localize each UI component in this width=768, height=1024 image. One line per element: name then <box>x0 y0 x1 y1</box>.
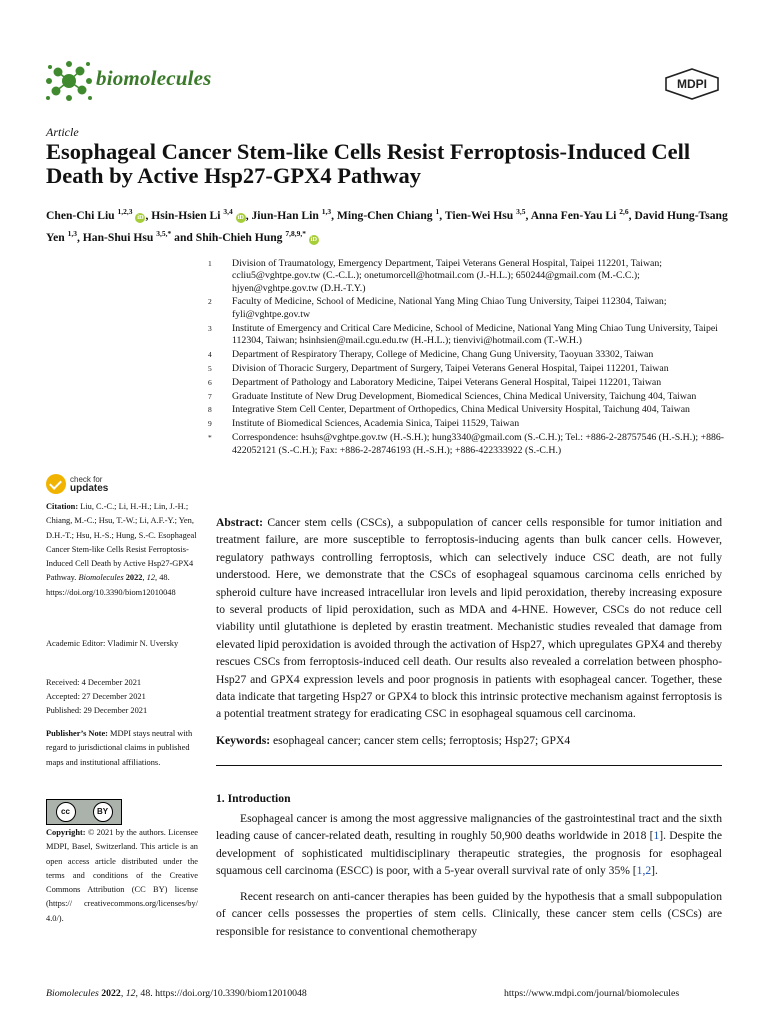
affiliation-text: Division of Traumatology, Emergency Department, Taipei Veterans General Hospital, Taipei 112201, Taiwan; ccliu5@vghtpe.gov.tw (C.-C.L.); onetumorcell@hotmail.com (J.-H.L.); 650244@gmail.com (M.-C.C.); hjyen@vghtpe.gov.tw (D.H.-T.Y.) <box>232 258 663 294</box>
cc-icon: cc <box>56 802 76 822</box>
affiliation-item <box>208 296 728 321</box>
citation-volume: 12 <box>146 573 156 583</box>
author-affiliation-sup: 1,2,3 <box>117 207 133 216</box>
mdpi-logo-icon <box>664 68 720 100</box>
affiliation-text: Correspondence: hsuhs@vghtpe.gov.tw (H.-S.H.); hung3340@gmail.com (S.-C.H.); Tel.: +886-2-28757546 (H.-S.H.); +886-422052121 (S.-C.H.); Fax: +886-2-28746193 (H.-S.H.); +886-422333922 (S.-C.H.) <box>232 432 725 456</box>
affiliation-text: Department of Pathology and Laboratory Medicine, Taipei Veterans General Hospital, Taipei 112201, Taiwan <box>232 376 662 388</box>
copyright-text: © 2021 by the authors. Licensee MDPI, Basel, Switzerland. This article is an open access article distributed under the terms and conditions of the Creative Commons Attribution (CC BY) license (https:// creativecommons.org/licenses/by/ 4.0/). <box>46 828 198 923</box>
copyright-label: Copyright: <box>46 828 86 837</box>
page-title: Esophageal Cancer Stem-like Cells Resist Ferroptosis-Induced Cell Death by Active Hsp27-GPX4 Pathway <box>46 139 691 188</box>
affiliation-item <box>208 349 728 361</box>
author-name[interactable]: Shih-Chieh Hung <box>195 230 283 244</box>
footer-journal-url[interactable]: https://www.mdpi.com/journal/biomolecules <box>504 988 680 999</box>
affiliation-text: Institute of Emergency and Critical Care Medicine, School of Medicine, National Yang Ming Chiao Tung University, Taipei 112304, Taiwan; hsinhsien@mail.cgu.edu.tw (H.-H.L.); tienvivi@hotmail.com (T.-W.H.) <box>232 322 718 346</box>
affiliation-text: Graduate Institute of New Drug Development, Biomedical Sciences, China Medical University, Taichung 404, Taiwan <box>232 390 697 402</box>
author-name[interactable]: Tien-Wei Hsu <box>444 208 514 222</box>
author-affiliation-sup: 7,8,9,* <box>285 228 306 238</box>
affiliation-text: Faculty of Medicine, School of Medicine, National Yang Ming Chiao Tung University, Taipei 112304, Taiwan; fyli@vghtpe.gov.tw <box>232 296 667 320</box>
affiliation-item <box>208 404 728 416</box>
affiliation-list <box>208 258 728 458</box>
reference-link[interactable]: 1 <box>653 829 660 843</box>
orcid-icon[interactable]: iD <box>310 235 318 243</box>
author-name[interactable]: David Hung-Tsang Yen <box>46 208 728 244</box>
intro-paragraph-1: Esophageal cancer is among the most aggressive malignancies of the gastrointestinal tract and the sixth leading cause of cancer-related death, resulting in roughly 50,900 deaths worldwide in 2018 [1]. Despite the development of sophisticated multidisciplinary therapeutic strategies, the prognosis for esophageal squamous cell carcinoma (ESCC) is poor, with a 5-year overall survival rate of only 35% [1,2]. <box>216 812 723 878</box>
citation-text: Liu, C.-C.; Li, H.-H.; Lin, J.-H.; Chiang, M.-C.; Hsu, T.-W.; Li, A.F.-Y.; Yen, D.H.-T.; Hsu, H.-S.; Hung, S.-C. Esophageal Cancer Stem-like Cells Resist Ferroptosis-Induced Cell Death by Active Hsp27-GPX4 Pathway. <box>46 502 197 583</box>
affiliation-text: Institute of Biomedical Sciences, Academia Sinica, Taipei 11529, Taiwan <box>232 418 520 430</box>
affiliation-number: 6 <box>208 377 212 387</box>
section-heading-introduction: 1. Introduction <box>216 792 291 805</box>
citation-block: Citation: Liu, C.-C.; Li, H.-H.; Lin, J.-H.; Chiang, M.-C.; Hsu, T.-W.; Li, A.F.-Y.; Yen, D.H.-T.; Hsu, H.-S.; Hung, S.-C. Esophageal Cancer Stem-like Cells Resist Ferroptosis-Induced Cell Death by Active Hsp27-GPX4 Pathway. Biomolecules 2022, 12, 48. https://doi.org/10.3390/biom12010048 <box>46 502 197 597</box>
affiliation-text: Department of Respiratory Therapy, College of Medicine, Chang Gung University, Taoyuan 33302, Taiwan <box>232 348 654 360</box>
check-for-updates-badge[interactable] <box>46 474 108 494</box>
author-list: Chen-Chi Liu $^{1,2,3}$ iD , Hsin-Hsien Li $^{3,4}$ iD , Jiun-Han Lin $^{1,3}$, Ming-Chen Chiang $^1$, Tien-Wei Hsu $^{3,5}$, Anna Fen-Yau Li $^{2,6}$, David Hung-Tsang Yen $^{1,3}$, Han-Shui Hsu $^{3,5,*}$ and Shih-Chieh Hung $^{7,8,9,*}$ iD <box>46 207 728 244</box>
affiliation-number: 7 <box>208 391 212 401</box>
author-affiliation-sup: 1,3 <box>321 207 332 216</box>
check-icon <box>46 474 66 494</box>
author-name[interactable]: Chen-Chi Liu <box>46 208 115 222</box>
author-affiliation-sup: 3,5 <box>516 207 526 216</box>
affiliation-number: 3 <box>208 323 212 333</box>
author-affiliation-sup: 2,6 <box>619 207 629 216</box>
keywords <box>216 732 722 749</box>
affiliation-text: Division of Thoracic Surgery, Department of Surgery, Taipei Veterans General Hospital, Taipei 112201, Taiwan <box>232 362 669 374</box>
affiliation-item <box>208 323 728 348</box>
affiliation-number: 1 <box>208 259 212 268</box>
mdpi-logo-text: MDPI <box>677 77 707 91</box>
orcid-icon[interactable]: iD <box>237 213 244 221</box>
affiliation-number: 9 <box>208 419 212 429</box>
publisher-note <box>46 727 198 770</box>
author-affiliation-sup: 3,5,* <box>156 228 172 238</box>
citation-year: 2022 <box>125 573 143 583</box>
affiliation-item <box>208 363 728 375</box>
published-date: Published: 29 December 2021 <box>46 706 148 715</box>
citation-label: Citation: <box>46 502 79 511</box>
received-date: Received: 4 December 2021 <box>46 678 142 687</box>
abstract-text: Cancer stem cells (CSCs), a subpopulation of cancer cells responsible for tumor initiation and treatment failure, are more susceptible to ferroptosis-inducing agents than bulk cancer cells. However, regulatory pathways controlling ferroptosis, which can selectively induce CSC death, are not fully understood. Here, we demonstrate that the CSCs of esophageal squamous carcinoma cells enriched by spheroid culture have increased intracellular iron levels and lipid peroxidation, thereby increasing exposure to several products of lipid peroxidation, such as MDA and 4-HNE. However, CSCs do not reduce cell viability until glutathione is depleted by erastin treatment. Mechanistic studies revealed that damage from elevated lipid peroxidation is avoided through the activation of Hsp27, which upregulates GPX4 and thereby rescues CSCs from ferroptosis-induced cell death. Our results also revealed a correlation between phospho-Hsp27 and GPX4 expression levels and poor prognosis in patients with esophageal cancer. Together, these data indicate that targeting Hsp27 or GPX4 to block this intrinsic protective mechanism against ferroptosis is a potential treatment strategy for eradicating CSC in esophageal squamous cell carcinoma. <box>216 516 722 721</box>
author-name[interactable]: Ming-Chen Chiang <box>336 208 433 222</box>
citation-doi[interactable]: , 48. https://doi.org/10.3390/biom12010048 <box>46 573 176 597</box>
journal-name: biomolecules <box>96 66 212 90</box>
affiliation-item <box>208 391 728 403</box>
intro-paragraph-2: Recent research on anti-cancer therapies has been guided by the hypothesis that a small subpopulation of cancer cells possesses the properties of stem cells. Clinically, these cancer stem cells (CSCs) are responsible for resistance to conventional chemotherapy <box>216 890 722 938</box>
keywords-text: esophageal cancer; cancer stem cells; ferroptosis; Hsp27; GPX4 <box>273 734 571 747</box>
academic-editor: Academic Editor: Vladimir N. Uversky <box>46 639 179 648</box>
abstract <box>216 514 722 723</box>
check-updates-bottom: updates <box>70 483 109 494</box>
by-icon: BY <box>93 802 113 822</box>
affiliation-number: 5 <box>208 363 212 373</box>
copyright-block <box>46 826 198 926</box>
author-name[interactable]: Hsin-Hsien Li <box>151 208 221 222</box>
journal-logo-icon <box>44 58 94 104</box>
author-name[interactable]: Anna Fen-Yau Li <box>530 208 617 222</box>
affiliation-item <box>208 258 728 295</box>
affiliation-number: 8 <box>208 405 212 415</box>
author-name[interactable]: Han-Shui Hsu <box>82 230 154 244</box>
publisher-note-text: MDPI stays neutral with regard to jurisdictional claims in published maps and institutional affiliations. <box>46 729 193 767</box>
footer-doi-link[interactable]: , 48. https://doi.org/10.3390/biom12010048 <box>135 988 307 999</box>
authors-and: and <box>174 230 193 244</box>
affiliation-number: 2 <box>208 297 212 307</box>
check-updates-top: check for <box>70 475 103 484</box>
reference-link[interactable]: 1,2 <box>636 864 652 878</box>
author-affiliation-sup: 1,3 <box>67 228 77 238</box>
affiliation-item <box>208 377 728 389</box>
cc-by-license-badge[interactable] <box>46 799 122 825</box>
footer-citation: Biomolecules 2022, 12, 48. https://doi.org/10.3390/biom12010048 <box>46 988 307 999</box>
author-affiliation-sup: 3,4 <box>223 207 233 216</box>
affiliation-number: 4 <box>208 349 212 359</box>
affiliation-item <box>208 418 728 430</box>
abstract-label: Abstract: <box>216 516 264 529</box>
author-name[interactable]: Jiun-Han Lin <box>251 208 319 222</box>
accepted-date: Accepted: 27 December 2021 <box>46 692 146 701</box>
keywords-label: Keywords: <box>216 734 271 747</box>
section-divider <box>216 765 722 766</box>
publisher-note-label: Publisher’s Note: <box>46 729 108 738</box>
affiliation-number: * <box>208 433 212 443</box>
author-affiliation-sup: 1 <box>435 207 440 216</box>
orcid-icon[interactable]: iD <box>137 213 144 221</box>
affiliation-text: Integrative Stem Cell Center, Department of Orthopedics, China Medical University Hospital, Taichung 404, Taiwan <box>232 404 690 416</box>
citation-journal: Biomolecules <box>78 573 124 583</box>
article-type: Article <box>46 125 79 139</box>
affiliation-item <box>208 432 728 457</box>
